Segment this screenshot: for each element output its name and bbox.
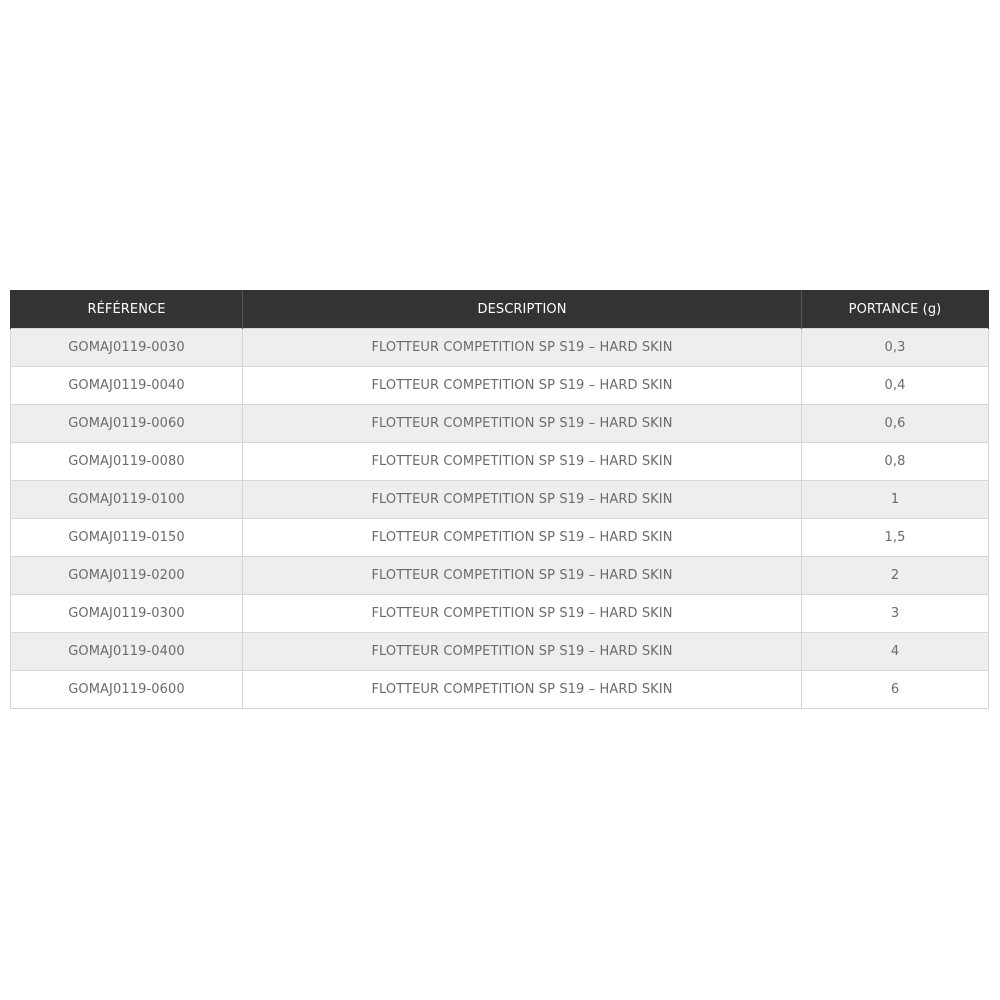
cell-reference: GOMAJ0119-0030 — [11, 329, 243, 367]
cell-portance: 1,5 — [802, 519, 989, 557]
cell-reference: GOMAJ0119-0600 — [11, 671, 243, 709]
cell-reference: GOMAJ0119-0060 — [11, 405, 243, 443]
product-table-container — [10, 290, 988, 709]
cell-description: FLOTTEUR COMPETITION SP S19 – HARD SKIN — [243, 367, 802, 405]
product-spec-table — [10, 290, 989, 709]
cell-portance: 0,3 — [802, 329, 989, 367]
cell-description: FLOTTEUR COMPETITION SP S19 – HARD SKIN — [243, 329, 802, 367]
cell-description: FLOTTEUR COMPETITION SP S19 – HARD SKIN — [243, 481, 802, 519]
table-row — [11, 481, 989, 519]
table-row — [11, 519, 989, 557]
cell-description: FLOTTEUR COMPETITION SP S19 – HARD SKIN — [243, 671, 802, 709]
table-row — [11, 443, 989, 481]
cell-portance: 0,6 — [802, 405, 989, 443]
cell-reference: GOMAJ0119-0150 — [11, 519, 243, 557]
table-row — [11, 633, 989, 671]
cell-reference: GOMAJ0119-0400 — [11, 633, 243, 671]
cell-portance: 4 — [802, 633, 989, 671]
cell-portance: 0,4 — [802, 367, 989, 405]
table-body — [11, 329, 989, 709]
cell-reference: GOMAJ0119-0080 — [11, 443, 243, 481]
cell-reference: GOMAJ0119-0300 — [11, 595, 243, 633]
cell-reference: GOMAJ0119-0040 — [11, 367, 243, 405]
cell-description: FLOTTEUR COMPETITION SP S19 – HARD SKIN — [243, 633, 802, 671]
cell-portance: 1 — [802, 481, 989, 519]
cell-portance: 3 — [802, 595, 989, 633]
cell-description: FLOTTEUR COMPETITION SP S19 – HARD SKIN — [243, 595, 802, 633]
cell-portance: 0,8 — [802, 443, 989, 481]
cell-description: FLOTTEUR COMPETITION SP S19 – HARD SKIN — [243, 557, 802, 595]
table-row — [11, 557, 989, 595]
table-row — [11, 405, 989, 443]
cell-portance: 6 — [802, 671, 989, 709]
cell-description: FLOTTEUR COMPETITION SP S19 – HARD SKIN — [243, 443, 802, 481]
table-row — [11, 671, 989, 709]
table-header — [11, 290, 989, 329]
cell-description: FLOTTEUR COMPETITION SP S19 – HARD SKIN — [243, 519, 802, 557]
cell-description: FLOTTEUR COMPETITION SP S19 – HARD SKIN — [243, 405, 802, 443]
cell-reference: GOMAJ0119-0200 — [11, 557, 243, 595]
column-header-description: DESCRIPTION — [243, 290, 802, 329]
table-header-row — [11, 290, 989, 329]
cell-reference: GOMAJ0119-0100 — [11, 481, 243, 519]
column-header-reference: RÉFÉRENCE — [11, 290, 243, 329]
table-row — [11, 595, 989, 633]
column-header-portance: PORTANCE (g) — [802, 290, 989, 329]
table-row — [11, 367, 989, 405]
cell-portance: 2 — [802, 557, 989, 595]
table-row — [11, 329, 989, 367]
